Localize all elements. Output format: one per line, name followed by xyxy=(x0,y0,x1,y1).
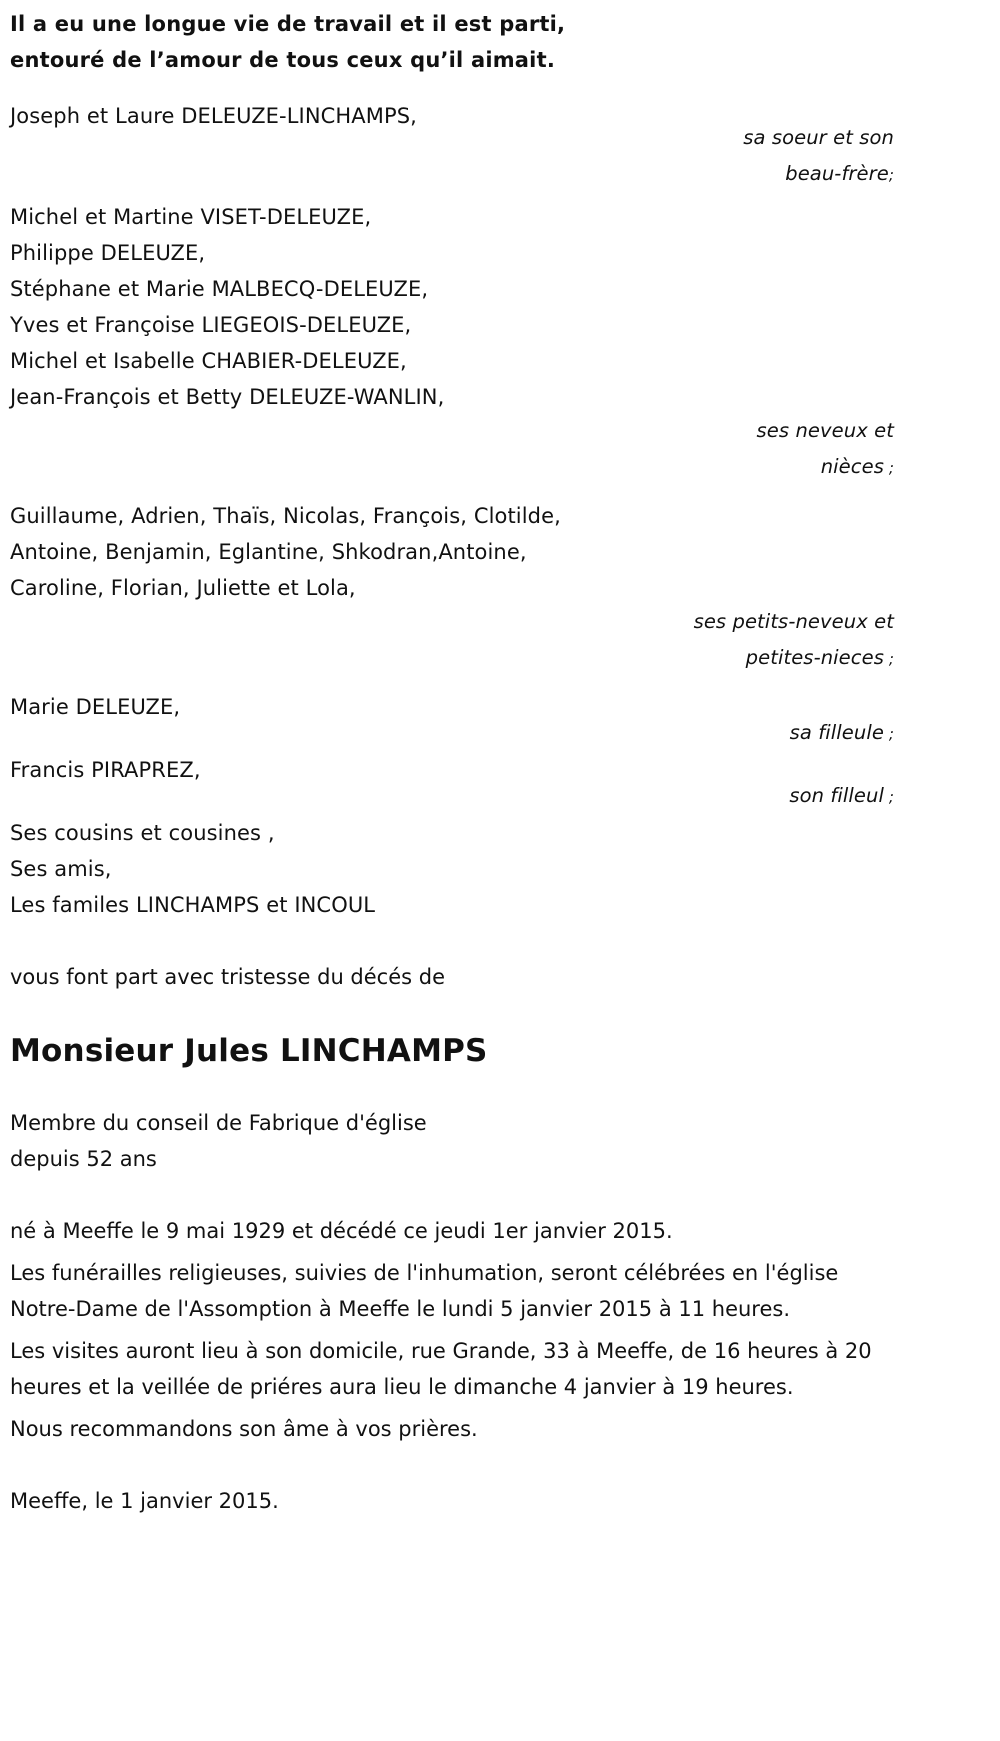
relation-punctuation: ; xyxy=(888,166,894,184)
family-group-godson xyxy=(10,752,894,815)
deceased-role xyxy=(10,1105,894,1177)
relation-punctuation: ; xyxy=(883,459,894,477)
family-name: Francis PIRAPREZ, xyxy=(10,758,201,782)
relation-label xyxy=(10,156,894,193)
relation-label xyxy=(10,604,894,640)
family-name: Ses cousins et cousines , xyxy=(10,821,275,845)
family-name: Philippe DELEUZE, xyxy=(10,241,206,265)
announcement: vous font part avec tristesse du décés de xyxy=(10,965,446,989)
relation-line: beau-frère xyxy=(785,162,889,185)
family-group-sister xyxy=(10,98,894,193)
family-name: Les familes LINCHAMPS et INCOUL xyxy=(10,893,376,917)
funeral-details: Les funérailles religieuses, suivies de l'inhumation, seront célébrées en l'église Notre-Dame de l'Assomption à Meeffe le lundi 5 janvier 2015 à 11 heures. xyxy=(10,1261,839,1321)
intro-line: Il a eu une longue vie de travail et il est parti, xyxy=(10,12,566,36)
family-name: Marie DELEUZE, xyxy=(10,695,181,719)
family-name: Michel et Martine VISET-DELEUZE, xyxy=(10,205,372,229)
relation-line: ses petits-neveux et xyxy=(693,610,894,633)
family-group-others xyxy=(10,815,894,923)
family-group-grand-nephews xyxy=(10,498,894,677)
relation-line: nièces xyxy=(820,455,884,478)
relation-punctuation: ; xyxy=(883,788,894,806)
role-line: depuis 52 ans xyxy=(10,1147,157,1171)
family-name: Yves et Françoise LIEGEOIS-DELEUZE, xyxy=(10,313,412,337)
family-name: Joseph et Laure DELEUZE-LINCHAMPS, xyxy=(10,104,417,128)
relation-line: ses neveux et xyxy=(756,419,894,442)
prayer-request: Nous recommandons son âme à vos prières. xyxy=(10,1417,478,1441)
relation-punctuation: ; xyxy=(883,725,894,743)
family-name: Guillaume, Adrien, Thaïs, Nicolas, François, Clotilde, xyxy=(10,504,561,528)
role-line: Membre du conseil de Fabrique d'église xyxy=(10,1111,427,1135)
relation-line: son filleul xyxy=(789,784,884,807)
relation-label xyxy=(10,449,894,486)
family-group-nephews xyxy=(10,199,894,486)
relation-label xyxy=(10,640,894,677)
family-name: Jean-François et Betty DELEUZE-WANLIN, xyxy=(10,385,445,409)
intro-quote xyxy=(10,0,894,78)
family-group-goddaughter xyxy=(10,689,894,752)
deceased-name: Monsieur Jules LINCHAMPS xyxy=(10,1033,488,1069)
relation-line: sa filleule xyxy=(789,721,884,744)
family-name: Michel et Isabelle CHABIER-DELEUZE, xyxy=(10,349,407,373)
place-and-date: Meeffe, le 1 janvier 2015. xyxy=(10,1489,279,1513)
intro-line: entouré de l’amour de tous ceux qu’il aimait. xyxy=(10,48,555,72)
relation-punctuation: ; xyxy=(883,650,894,668)
birth-death-dates: né à Meeffe le 9 mai 1929 et décédé ce jeudi 1er janvier 2015. xyxy=(10,1219,673,1243)
family-name: Caroline, Florian, Juliette et Lola, xyxy=(10,576,356,600)
family-name: Ses amis, xyxy=(10,857,112,881)
family-name: Stéphane et Marie MALBECQ-DELEUZE, xyxy=(10,277,429,301)
relation-line: sa soeur et son xyxy=(743,126,894,149)
relation-label xyxy=(10,413,894,449)
visitation-details: Les visites auront lieu à son domicile, rue Grande, 33 à Meeffe, de 16 heures à 20 heures et la veillée de priéres aura lieu le dimanche 4 janvier à 19 heures. xyxy=(10,1339,872,1399)
family-name: Antoine, Benjamin, Eglantine, Shkodran,Antoine, xyxy=(10,540,527,564)
relation-line: petites-nieces xyxy=(745,646,884,669)
